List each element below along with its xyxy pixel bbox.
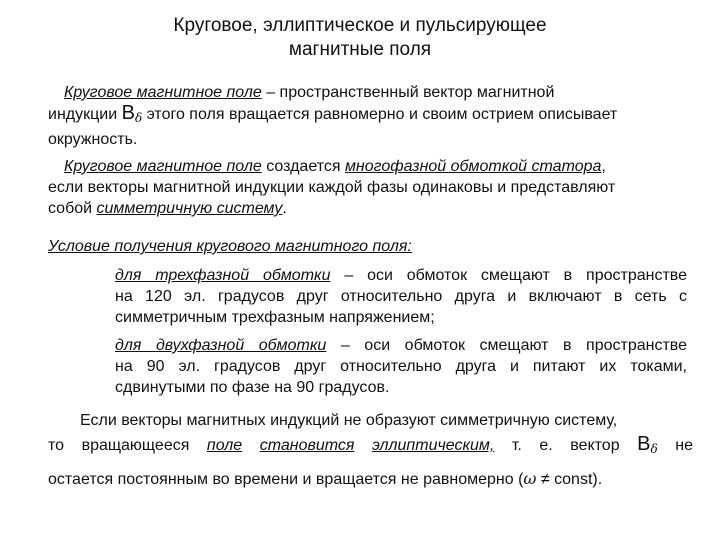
p3-l2-post: не [657,437,693,454]
p2-line3-pre: собой [48,200,97,217]
term-two-phase: для двухфазной обмотки [115,337,327,354]
p3-l1: Если векторы магнитных индукций не образуют симметричную систему, [80,412,618,429]
term-becomes: становится [259,437,355,454]
item2-l1: – оси обмоток смещают в пространстве [326,337,687,354]
p2-line-2: если векторы магнитной индукции каждой фазы одинаковы и представляют [48,179,616,196]
delta-subscript-2: δ [650,442,658,456]
delta-subscript: δ [134,111,143,125]
term-field: поле [206,437,243,454]
page-title [0,14,720,62]
paragraph-circular-creation [48,156,698,219]
p2-mid: создается [261,158,345,175]
item1-l2: на 120 эл. градусов друг относительно друга и включают в сеть с [115,288,687,305]
item2-l2: на 90 эл. градусов друг относительно друга и питают их токами, [115,358,687,375]
paragraph-circular-definition [48,82,698,150]
title-line-2: магнитные поля [288,39,432,60]
p2-comma: , [601,158,606,175]
title-line-1: Круговое, эллиптическое и пульсирующее [173,15,547,36]
term-circular-field: Круговое магнитное поле [64,84,262,101]
p3-l2-pre: то вращающееся [48,437,207,454]
p1-line2-post: этого поля вращается равномерно и своим острием описывает [142,106,618,123]
p1-line2-pre: индукции [48,106,122,123]
paragraph-elliptical [48,410,693,490]
item2-l3: сдвинутыми по фазе на 90 градусов. [115,379,390,396]
term-multiphase-winding: многофазной обмоткой статора [344,158,602,175]
vector-b-symbol: B [121,102,135,124]
p3-l3-pre: остается постоянным во времени и вращается не равномерно ( [48,471,524,488]
term-symmetric-system: симметричную систему [96,200,283,217]
item1-l3: симметричным трехфазным напряжением; [115,309,435,326]
item-three-phase [115,265,687,328]
item1-l1: – оси обмоток смещают в пространстве [330,267,687,284]
omega-symbol: ω [523,469,537,488]
term-elliptical: эллиптическим, [371,437,495,454]
p1-rest-1: – пространственный вектор магнитной [261,84,555,101]
p1-line-3: окружность. [48,131,138,148]
vector-b-symbol-2: B [637,433,651,455]
p3-l2-mid: т. е. вектор [494,437,638,454]
term-circular-field-2: Круговое магнитное поле [64,158,262,175]
item-two-phase [115,335,687,398]
p2-dot: . [282,200,287,217]
condition-heading: Условие получения кругового магнитного поля: [48,238,412,255]
p3-l3-post: ≠ const). [536,471,603,488]
term-three-phase: для трехфазной обмотки [115,267,331,284]
